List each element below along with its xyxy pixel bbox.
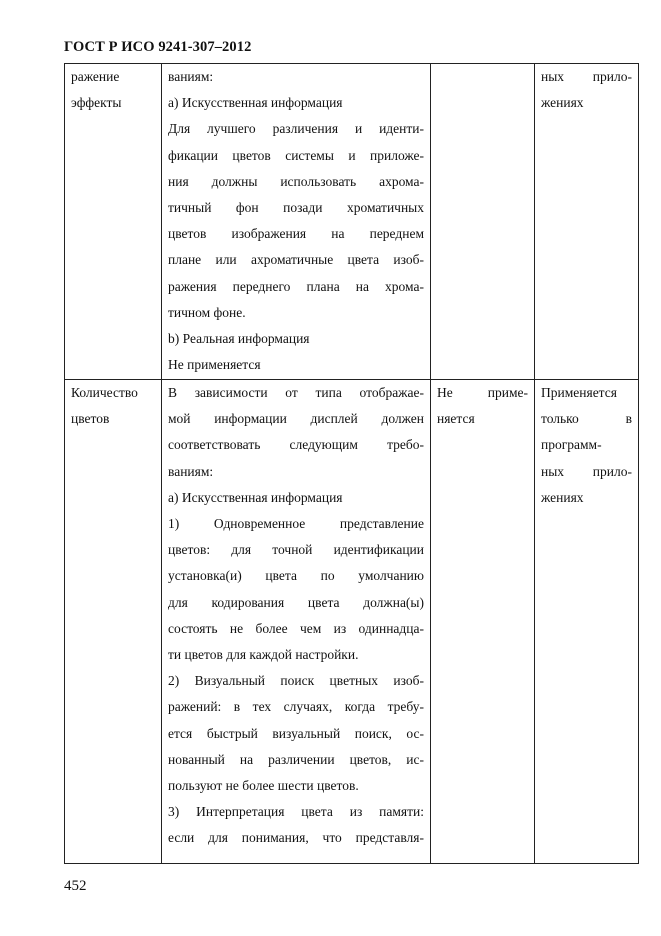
cell-line: только в — [541, 411, 632, 427]
table-row — [65, 380, 639, 864]
cell-line: ется быстрый визуальный поиск, ос- — [168, 725, 424, 741]
cell-line: няется — [437, 411, 475, 427]
table-cell-requirement — [162, 380, 431, 864]
table-cell-empty — [431, 64, 535, 380]
cell-line: a) Искусственная информация — [168, 489, 343, 505]
cell-line: соответствовать следующим требо- — [168, 437, 424, 453]
document-header: ГОСТ Р ИСО 9241-307–2012 — [64, 39, 252, 55]
cell-line: плане или ахроматичные цвета изоб- — [168, 252, 424, 268]
cell-line: 2) Визуальный поиск цветных изоб- — [168, 673, 424, 689]
cell-line: для кодирования цвета должна(ы) — [168, 594, 424, 610]
cell-line: состоять не более чем из одиннадца- — [168, 620, 424, 636]
table-row — [65, 64, 639, 380]
table-cell-applicability — [535, 380, 639, 864]
cell-line: 1) Одновременное представление — [168, 516, 424, 532]
cell-line: установка(и) цвета по умолчанию — [168, 568, 424, 584]
requirements-table — [64, 63, 639, 864]
page-number: 452 — [64, 878, 87, 894]
cell-line: a) Искусственная информация — [168, 95, 343, 111]
cell-line: Не приме- — [437, 385, 528, 400]
cell-line: тичном фоне. — [168, 304, 246, 320]
cell-line: ных прило- — [541, 69, 632, 84]
cell-line: Применяется — [541, 385, 617, 400]
cell-line: программ- — [541, 437, 602, 453]
cell-line: ваниям: — [168, 463, 214, 479]
cell-line: жениях — [541, 95, 584, 111]
cell-line: мой информации дисплей должен — [168, 411, 424, 427]
table-cell-applicability — [431, 380, 535, 864]
cell-line: ражений: в тех случаях, когда требу- — [168, 699, 424, 715]
cell-line: тичный фон позади хроматичных — [168, 200, 424, 216]
table-cell-applicability — [535, 64, 639, 380]
cell-line: Не применяется — [168, 357, 261, 373]
cell-line: b) Реальная информация — [168, 331, 310, 347]
table-cell-requirement — [162, 64, 431, 380]
table-cell-characteristic — [65, 64, 162, 380]
cell-line: цветов изображения на переднем — [168, 226, 424, 242]
cell-line: 3) Интерпретация цвета из памяти: — [168, 804, 424, 820]
cell-line: эффекты — [71, 95, 122, 111]
cell-line: Для лучшего различения и иденти- — [168, 121, 424, 137]
cell-line: фикации цветов системы и приложе- — [168, 147, 424, 163]
cell-line: ражение — [71, 69, 120, 84]
cell-line: цветов: для точной идентификации — [168, 542, 424, 558]
cell-line: ти цветов для каждой настройки. — [168, 647, 359, 663]
cell-line: Количество — [71, 385, 138, 400]
cell-line: ваниям: — [168, 69, 214, 84]
cell-line: жениях — [541, 489, 584, 505]
table-cell-characteristic — [65, 380, 162, 864]
cell-line: если для понимания, что представля- — [168, 830, 424, 846]
cell-line: В зависимости от типа отображае- — [168, 385, 424, 400]
cell-line: цветов — [71, 411, 110, 427]
cell-line: ния должны использовать ахрома- — [168, 173, 424, 189]
cell-line: ражения переднего плана на хрома- — [168, 278, 424, 294]
cell-line: пользуют не более шести цветов. — [168, 778, 359, 794]
cell-line: ных прило- — [541, 463, 632, 479]
cell-line: нованный на различении цветов, ис- — [168, 751, 424, 767]
